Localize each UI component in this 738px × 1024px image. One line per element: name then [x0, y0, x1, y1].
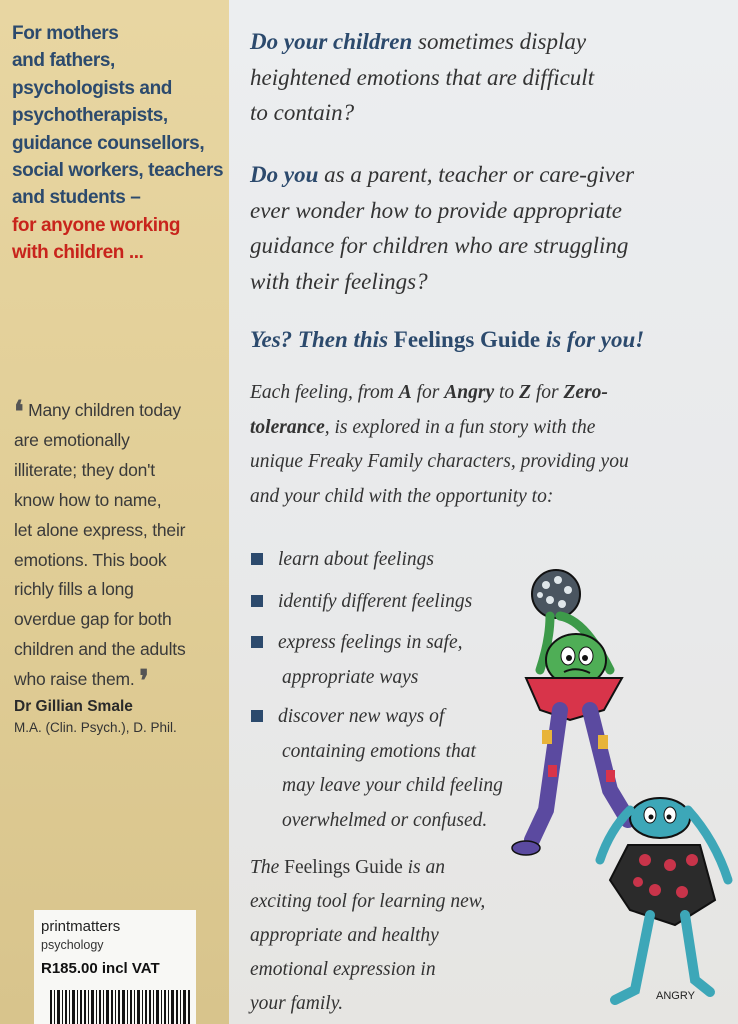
close-quote-icon: ❜ [139, 665, 149, 699]
question-lead: Do your children [250, 29, 413, 54]
bullet-square-icon [251, 710, 263, 722]
outro-paragraph: The Feelings Guide is an exciting tool for learning new, appropriate and healthy emotional expression in your family. [250, 857, 486, 1014]
tagline: Yes? Then this Feelings Guide is for you! [250, 327, 645, 352]
blue-character-icon [600, 798, 728, 1000]
testimonial-quote [14, 396, 224, 699]
quote-line: children and the adults [14, 639, 186, 660]
bullet-square-icon [251, 553, 263, 565]
publisher-name: printmatters [41, 918, 121, 935]
audience-line: psychologists and [12, 77, 173, 99]
quote-line: who raise them. ❜ [14, 665, 149, 699]
question-caregivers: Do you as a parent, teacher or care-giver ever wonder how to provide appropriate guidance for children who are struggling with their feelings? [250, 162, 635, 294]
quote-line: ❛ Many children today [14, 396, 181, 429]
audience-line: psychotherapists, [12, 105, 168, 127]
quote-line: emotions. This book [14, 549, 167, 570]
quote-author-name: Dr Gillian Smale [14, 698, 133, 715]
audience-line: guidance counsellors, [12, 132, 205, 154]
quote-line: are emotionally [14, 429, 130, 450]
audience-line: and students – [12, 187, 141, 209]
audience-highlight-line: for anyone working [12, 214, 181, 236]
open-quote-icon: ❛ [14, 396, 24, 429]
question-lead: Do you [250, 162, 319, 187]
bullet-item: identify different feelings [278, 591, 473, 612]
audience-highlight-line: with children ... [12, 242, 144, 264]
freaky-family-illustration [510, 560, 738, 1010]
bullet-square-icon [251, 595, 263, 607]
quote-line: let alone express, their [14, 519, 186, 540]
question-children: Do your children sometimes display heightened emotions that are difficult to contain? [250, 29, 595, 125]
audience-line: For mothers [12, 23, 119, 44]
green-character-icon [512, 570, 628, 855]
bullet-item: discover new ways of containing emotions that may leave your child feeling overwhelmed or confused. [278, 706, 503, 831]
bullet-item: express feelings in safe, appropriate ways [278, 632, 463, 688]
audience-line: social workers, teachers [12, 160, 224, 182]
quote-line: illiterate; they don't [14, 459, 155, 480]
bullet-item: learn about feelings [278, 549, 434, 570]
book-title: Feelings Guide [393, 327, 541, 352]
book-title: Feelings Guide [284, 857, 403, 878]
barcode-icon [48, 990, 192, 1024]
quote-line: overdue gap for both [14, 609, 172, 630]
quote-line: know how to name, [14, 489, 162, 510]
quote-author-credentials: M.A. (Clin. Psych.), D. Phil. [14, 720, 177, 735]
price-sticker [34, 910, 196, 1024]
book-category: psychology [41, 938, 104, 952]
price-text: R185.00 incl VAT [41, 960, 160, 977]
quote-line: richly fills a long [14, 579, 134, 600]
audience-line: and fathers, [12, 50, 115, 72]
audience-list [12, 20, 227, 267]
illustration-caption: ANGRY [656, 990, 695, 1002]
intro-paragraph: Each feeling, from A for Angry to Z for Zero- tolerance, is explored in a fun story with the unique Freaky Family characters, providing you and your child with the opportunity to: [250, 382, 629, 507]
bullet-square-icon [251, 636, 263, 648]
